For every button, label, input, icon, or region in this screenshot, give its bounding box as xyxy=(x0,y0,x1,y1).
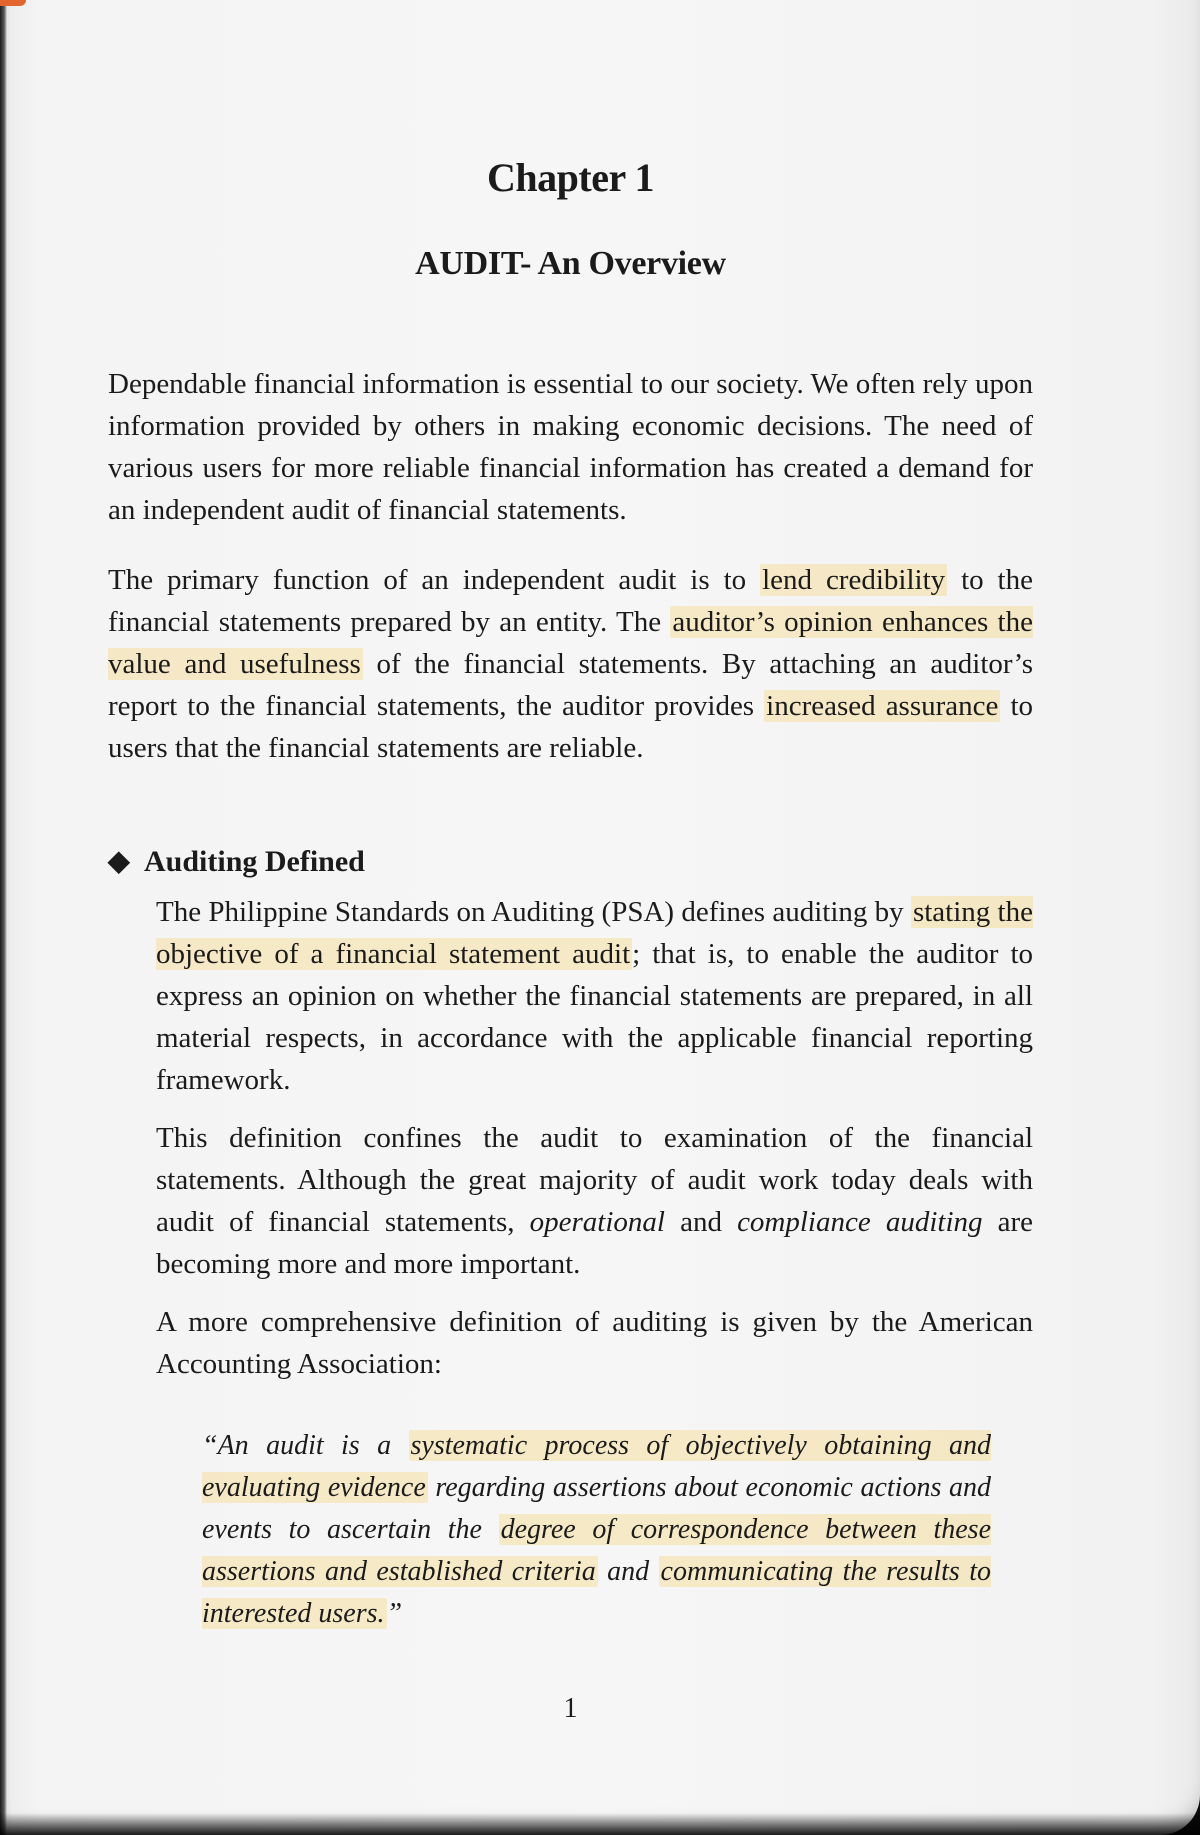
intro-paragraph-2 xyxy=(108,559,1033,769)
highlighted-text: communicating the results to interested users. xyxy=(202,1556,991,1629)
text-run: This definition confines the audit to examination of the financial statements. Although the great majority of audit work today deals with audit of financial statements, xyxy=(156,1122,1033,1238)
text-run: ; that is, to enable the auditor to express an opinion on whether the financial statements are prepared, in all material respects, in accordance with the applicable financial reporting framework. xyxy=(156,938,1033,1096)
corner-tab-marker xyxy=(0,0,26,6)
highlighted-text: degree of correspondence between these assertions and established criteria xyxy=(202,1514,992,1587)
text-run: are becoming more and more important. xyxy=(156,1206,1034,1280)
highlighted-text: auditor’s opinion enhances the value and usefulness xyxy=(108,606,1033,680)
text-run: The primary function of an independent audit is to xyxy=(108,564,761,596)
chapter-title: AUDIT- An Overview xyxy=(415,245,726,282)
definition-paragraph-2 xyxy=(156,1117,1033,1285)
highlighted-text: increased assurance xyxy=(766,690,999,722)
section-heading-label: Auditing Defined xyxy=(144,845,365,878)
page-bottom-shadow xyxy=(0,1813,1200,1835)
text-run: and xyxy=(597,1556,659,1587)
page-content xyxy=(108,140,1033,1725)
page-binding-edge xyxy=(0,0,7,1835)
definition-paragraph-1 xyxy=(156,891,1033,1101)
text-run: The Philippine Standards on Auditing (PSA) defines auditing by xyxy=(156,896,911,928)
highlighted-text: systematic process of objectively obtaining and evaluating evidence xyxy=(202,1430,991,1503)
aaa-definition-quote xyxy=(108,1425,1033,1635)
intro-paragraph-1: Dependable financial information is essential to our society. We often rely upon information provided by others in making economic decisions. The need of various users for more reliable financial information has created a demand for an independent audit of financial statements. xyxy=(108,368,1033,526)
text-run: ” xyxy=(386,1598,403,1629)
text-run: to the financial statements prepared by an entity. The xyxy=(108,564,1033,638)
italic-term: operational xyxy=(529,1206,665,1238)
page-number: 1 xyxy=(563,1693,578,1724)
text-run: and xyxy=(664,1206,738,1238)
chapter-number: Chapter 1 xyxy=(487,155,654,200)
italic-term: compliance auditing xyxy=(737,1206,983,1238)
text-run: to users that the financial statements are reliable. xyxy=(108,690,1034,764)
text-run: of the financial statements. By attaching an auditor’s report to the financial statements, the auditor provides xyxy=(108,648,1033,722)
section-body xyxy=(108,891,1033,1385)
highlighted-text: lend credibility xyxy=(762,564,946,596)
highlighted-text: stating the objective of a financial statement audit xyxy=(156,896,1033,970)
diamond-icon: ◆ xyxy=(108,846,130,877)
text-run: “An audit is a xyxy=(202,1430,409,1461)
section-heading xyxy=(108,845,1033,879)
text-run: regarding assertions about economic actions and events to ascertain the xyxy=(202,1472,991,1545)
definition-paragraph-3: A more comprehensive definition of auditing is given by the American Accounting Association: xyxy=(156,1306,1033,1380)
